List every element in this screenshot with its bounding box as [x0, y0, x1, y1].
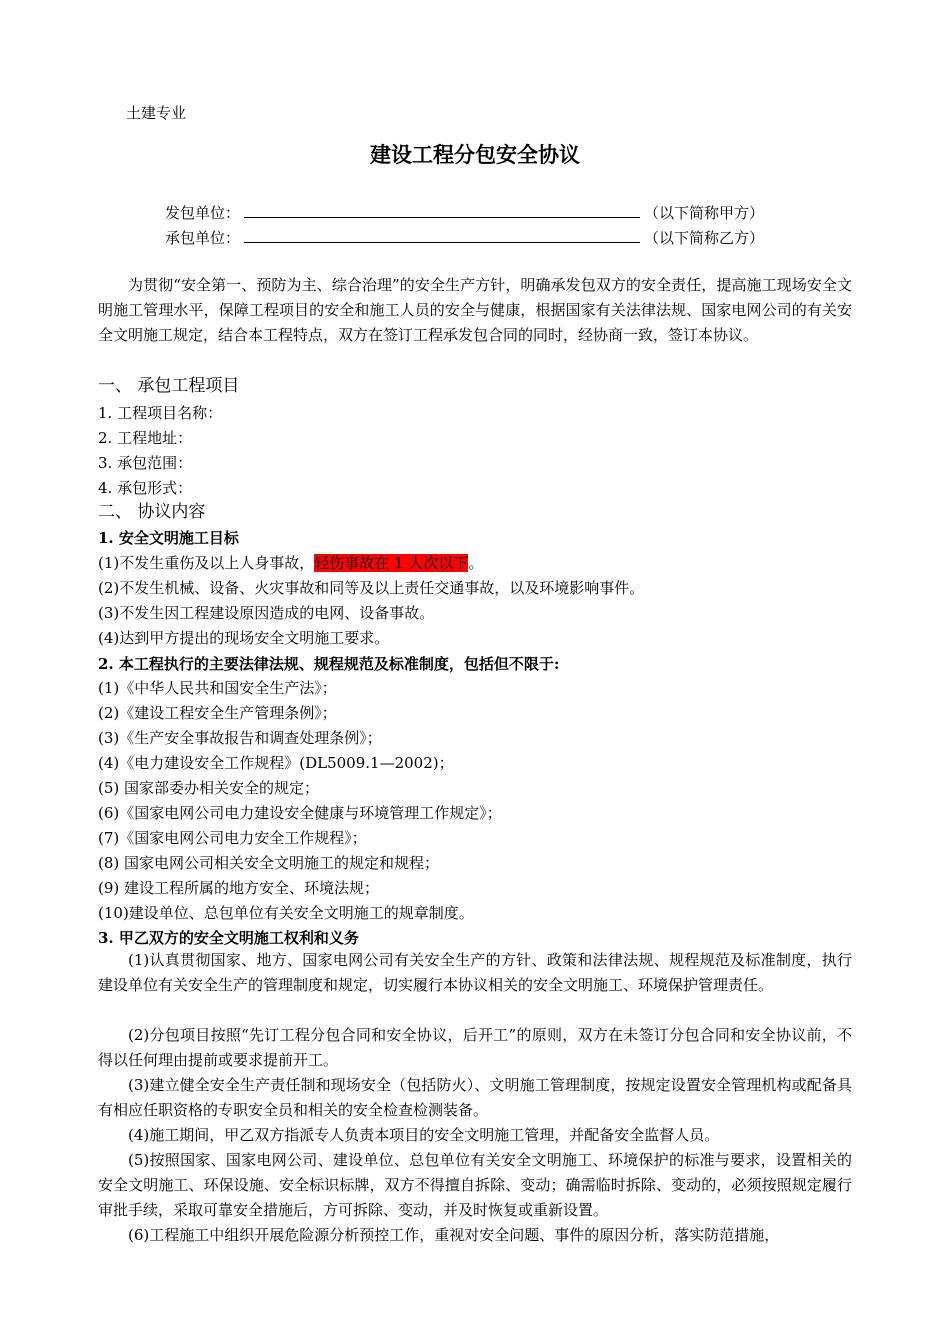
duty-paragraph-2: (2)分包项目按照“先订工程分包合同和安全协议，后开工”的原则，双方在未签订分包合同和安全协议前，不得以任何理由提前或要求提前开工。 [98, 1026, 852, 1069]
law-item: (9) 建设工程所属的地方安全、环境法规； [98, 879, 380, 897]
issuer-blank-line [244, 202, 640, 218]
section1-item: 1. 工程项目名称： [98, 404, 223, 422]
law-item: (1)《中华人民共和国安全生产法》； [98, 679, 337, 697]
goal-item-4: (4)达到甲方提出的现场安全文明施工要求。 [98, 629, 390, 647]
goal-item-3: (3)不发生因工程建设原因造成的电网、设备事故。 [98, 604, 435, 622]
law-item: (6)《国家电网公司电力建设安全健康与环境管理工作规定》； [98, 804, 502, 822]
contractor-blank-line [244, 227, 640, 243]
goal-item-1 [98, 553, 483, 573]
section1-heading: 一、 承包工程项目 [98, 376, 240, 396]
section1-item: 3. 承包范围： [98, 454, 193, 472]
section1-item: 2. 工程地址： [98, 429, 193, 447]
issuer-suffix: （以下简称甲方） [644, 204, 765, 222]
contractor-row [165, 227, 764, 248]
intro-paragraph: 为贯彻“安全第一、预防为主、综合治理”的安全生产方针，明确承发包双方的安全责任，提高施工现场安全文明施工管理水平，保障工程项目的安全和施工人员的安全与健康，根据国家有关法律法规、国家电网公司的有关安全文明施工规定，结合本工程特点，双方在签订工程承发包合同的同时，经协商一致，签订本协议。 [98, 276, 852, 344]
duty-paragraph-1: (1)认真贯彻国家、地方、国家电网公司有关安全生产的方针、政策和法律法规、规程规范及标准制度，执行建设单位有关安全生产的管理制度和规定，切实履行本协议相关的安全文明施工、环境保护管理责任。 [98, 951, 852, 994]
contractor-label: 承包单位： [165, 229, 241, 247]
law-item: (2)《建设工程安全生产管理条例》； [98, 704, 337, 722]
law-item: (4)《电力建设安全工作规程》(DL5009.1—2002)； [98, 754, 454, 772]
duty-paragraph-4: (4)施工期间，甲乙双方指派专人负责本项目的安全文明施工管理，并配备安全监督人员。 [128, 1126, 720, 1144]
sub2-heading: 2. 本工程执行的主要法律法规、规程规范及标准制度，包括但不限于: [98, 655, 560, 673]
law-item: (3)《生产安全事故报告和调查处理条例》； [98, 729, 382, 747]
document-title: 建设工程分包安全协议 [370, 143, 580, 167]
sub1-heading: 1. 安全文明施工目标 [98, 529, 239, 547]
header-tag: 土建专业 [126, 104, 187, 122]
law-item: (7)《国家电网公司电力安全工作规程》； [98, 829, 367, 847]
highlighted-text: 轻伤事故在 1 人次以下 [314, 554, 469, 572]
law-item: (5) 国家部委办相关安全的规定； [98, 779, 320, 797]
law-item: (10)建设单位、总包单位有关安全文明施工的规章制度。 [98, 904, 474, 922]
goal-item-1-end: 。 [468, 554, 484, 572]
goal-item-2: (2)不发生机械、设备、火灾事故和同等及以上责任交通事故，以及环境影响事件。 [98, 579, 645, 597]
duty-paragraph-3: (3)建立健全安全生产责任制和现场安全（包括防火）、文明施工管理制度，按规定设置安全管理机构或配备具有相应任职资格的专职安全员和相关的安全检查检测装备。 [98, 1076, 852, 1119]
duty-paragraph-6: (6)工程施工中组织开展危险源分析预控工作，重视对安全问题、事件的原因分析，落实防范措施， [128, 1226, 780, 1244]
issuer-row [165, 202, 764, 223]
contractor-suffix: （以下简称乙方） [644, 229, 765, 247]
section2-heading: 二、 协议内容 [98, 502, 206, 522]
section1-item: 4. 承包形式： [98, 479, 193, 497]
goal-item-1-text: (1)不发生重伤及以上人身事故， [98, 554, 315, 572]
sub3-heading: 3. 甲乙双方的安全文明施工权利和义务 [98, 929, 359, 947]
duty-paragraph-5: (5)按照国家、国家电网公司、建设单位、总包单位有关安全文明施工、环境保护的标准与要求，设置相关的安全文明施工、环保设施、安全标识标牌，双方不得擅自拆除、变动；确需临时拆除、变动的，必须按照规定履行审批手续，采取可靠安全措施后，方可拆除、变动，并及时恢复或重新设置。 [98, 1151, 852, 1219]
law-item: (8) 国家电网公司相关安全文明施工的规定和规程； [98, 854, 440, 872]
issuer-label: 发包单位： [165, 204, 241, 222]
